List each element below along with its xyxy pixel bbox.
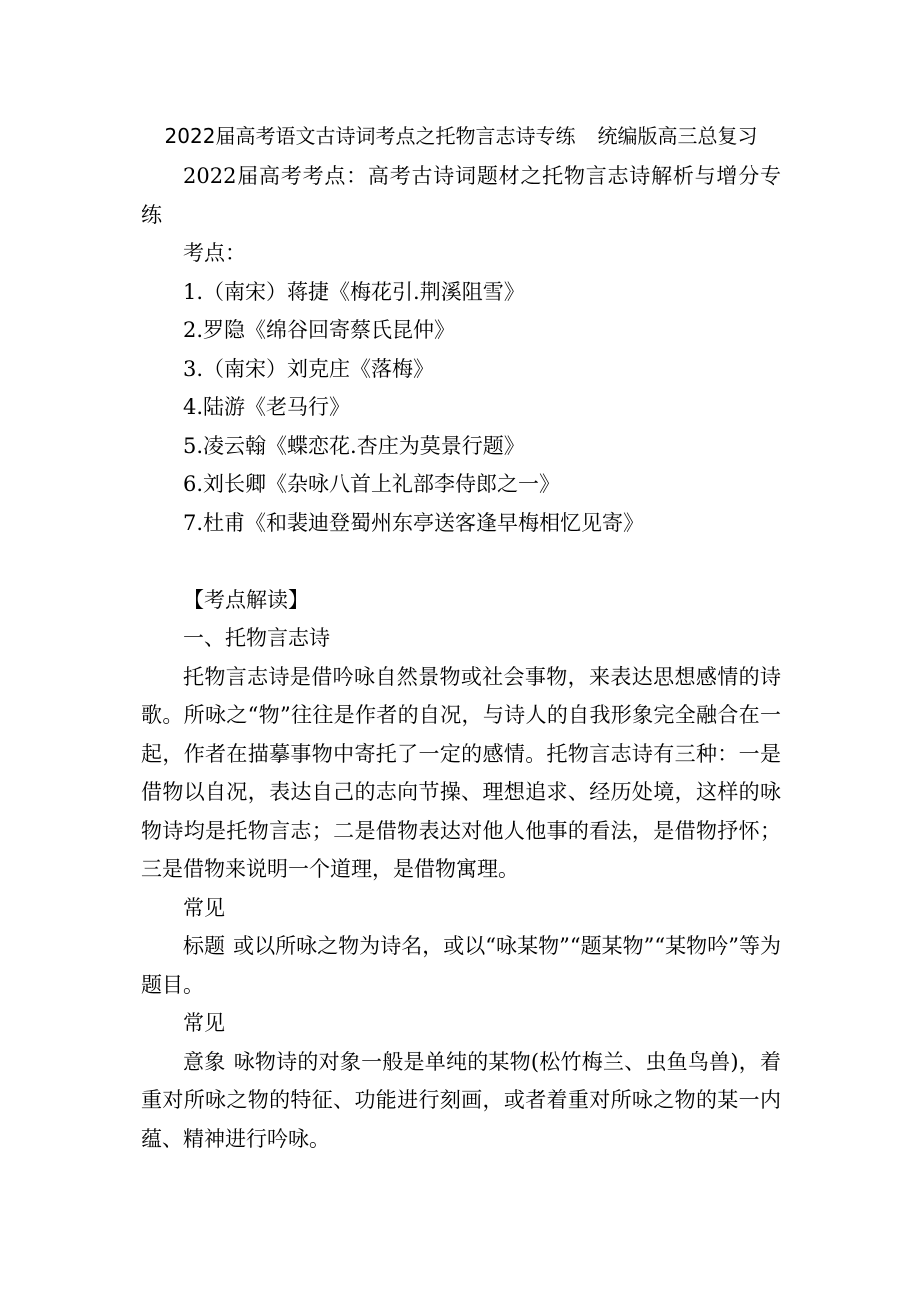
biaoti-label: 标题 [183, 934, 226, 958]
title-main: 2022届高考语文古诗词考点之托物言志诗专练 [164, 124, 576, 148]
section-heading: 一、托物言志诗 [183, 626, 330, 650]
poem-item-2: 2.罗隐《绵谷回寄蔡氏昆仲》 [183, 318, 456, 342]
kaodian-label: 考点： [183, 241, 246, 265]
yixiang-text: 咏物诗的对象一般是单纯的某物(松竹梅兰、虫鱼鸟兽)，着重对所咏之物的特征、功能进行刻画，或者着重对所咏之物的某一内蕴、精神进行吟咏。 [141, 1049, 782, 1151]
changjian-label-2: 常见 [183, 1011, 225, 1035]
biaoti-paragraph [141, 927, 781, 1004]
document-title [141, 122, 781, 150]
document-body [141, 157, 781, 1158]
poem-item-3: 3.（南宋）刘克庄《落梅》 [183, 356, 435, 381]
poem-item-4: 4.陆游《老马行》 [183, 395, 351, 419]
yixiang-label: 意象 [183, 1049, 226, 1074]
title-suffix: 统编版高三总复习 [597, 124, 758, 148]
blank-line [141, 542, 781, 581]
biaoti-text: 或以所咏之物为诗名，或以“咏某物”“题某物”“某物吟”等为题目。 [141, 934, 781, 997]
poem-item-7: 7.杜甫《和裴迪登蜀州东亭送客逢早梅相忆见寄》 [183, 510, 645, 535]
poem-item-5: 5.凌云翰《蝶恋花.杏庄为莫景行题》 [183, 433, 525, 458]
poem-item-1: 1.（南宋）蒋捷《梅花引.荆溪阻雪》 [183, 279, 525, 304]
yixiang-paragraph [141, 1043, 781, 1159]
jiedu-heading: 【考点解读】 [183, 587, 309, 612]
paragraph-definition: 托物言志诗是借吟咏自然景物或社会事物，来表达思想感情的诗歌。所咏之“物”往往是作者的自况，与诗人的自我形象完全融合在一起，作者在描摹事物中寄托了一定的感情。托物言志诗有三种：一是借物以自况，表达自己的志向节操、理想追求、经历处境，这样的咏物诗均是托物言志；二是借物表达对他人他事的看法，是借物抒怀；三是借物来说明一个道理，是借物寓理。 [141, 664, 781, 881]
subtitle: 2022届高考考点：高考古诗词题材之托物言志诗解析与增分专练 [141, 164, 781, 227]
poem-item-6: 6.刘长卿《杂咏八首上礼部李侍郎之一》 [183, 472, 561, 496]
changjian-label-1: 常见 [183, 895, 225, 920]
